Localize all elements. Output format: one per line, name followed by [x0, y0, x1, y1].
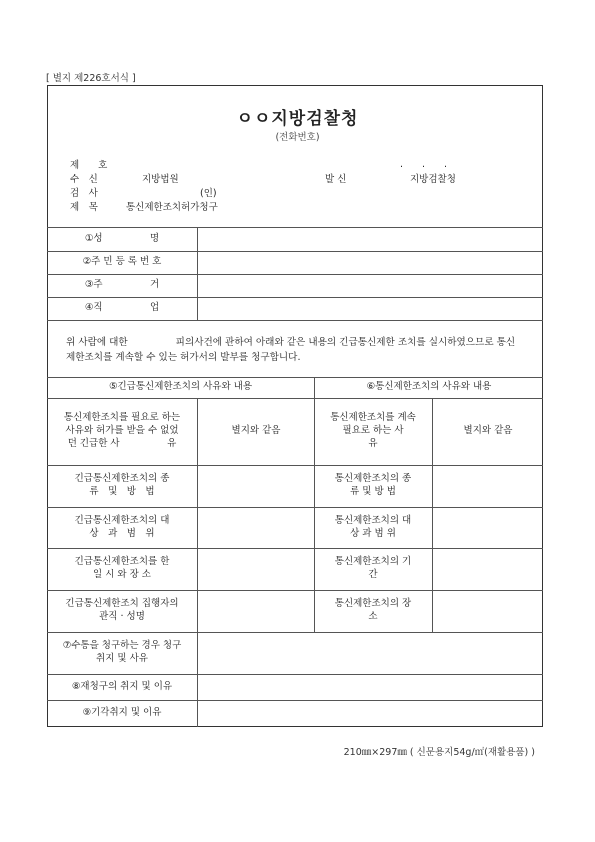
executor-title-name-label: 긴급통신제한조치 집행자의 관직 · 성명: [65, 598, 179, 622]
target-scope-label: 통신제한조치의 대 상 과 범 위: [334, 514, 412, 539]
continuation-reason-field[interactable]: 별지와 같음: [463, 425, 513, 437]
form-number-label: [ 별지 제226호서식 ]: [46, 73, 136, 84]
type-method-field[interactable]: [433, 465, 543, 507]
recipient-value: 지방법원: [142, 174, 179, 185]
re-request-field[interactable]: [198, 674, 543, 700]
sender-label: 발 신: [325, 174, 347, 185]
subject-label: 제 목: [70, 202, 98, 213]
name-label: ①성 명: [84, 232, 160, 244]
address-label: ③주 거: [84, 279, 160, 291]
address-field[interactable]: [198, 274, 543, 297]
location-label: 통신제한조치의 장 소: [334, 598, 450, 622]
paper-size-footer: 210㎜×297㎜ ( 신문용지54g/㎡(재활용품) ): [343, 747, 535, 758]
duration-field[interactable]: [433, 548, 543, 590]
type-method-label: 통신제한조치의 종 류 및 방 법: [334, 473, 412, 497]
occupation-field[interactable]: [198, 297, 543, 320]
executor-title-name-field[interactable]: [198, 590, 314, 632]
urgent-reason-label: 통신제한조치를 필요로 하는 사유와 허가를 받을 수 없었던 긴급한 사 유: [63, 412, 181, 449]
section-5-header: ⑤긴급통신제한조치의 사유와 내용: [108, 381, 253, 393]
document-number-label: 제 호: [70, 160, 108, 171]
date-field[interactable]: . . .: [400, 159, 448, 170]
urgent-target-scope-field[interactable]: [198, 507, 314, 548]
re-request-label: ⑧재청구의 취지 및 이유: [71, 680, 173, 692]
sender-value: 지방검찰청: [410, 174, 456, 185]
occupation-label: ④직 업: [84, 302, 160, 314]
dismissal-label: ⑨기각취지 및 이유: [82, 707, 162, 719]
dismissal-field[interactable]: [198, 700, 543, 727]
location-field[interactable]: [433, 590, 543, 632]
seal-mark: (인): [200, 188, 217, 199]
urgent-reason-field[interactable]: 별지와 같음: [231, 425, 281, 437]
duration-label: 통신제한조치의 기 간: [334, 556, 450, 580]
prosecutor-label: 검 사: [70, 188, 98, 199]
copies-request-label: ⑦수통을 청구하는 경우 청구취지 및 사유: [62, 640, 182, 664]
name-field[interactable]: [198, 227, 543, 251]
urgent-type-method-field[interactable]: [198, 465, 314, 507]
phone-number-label: (전화번호): [275, 132, 320, 143]
resident-number-field[interactable]: [198, 251, 543, 274]
recipient-label: 수 신: [70, 174, 98, 185]
section-6-header: ⑥통신제한조치의 사유와 내용: [366, 381, 492, 393]
target-scope-field[interactable]: [433, 507, 543, 548]
continuation-reason-label: 통신제한조치를 계속 필요로 하는 사 유: [330, 412, 442, 449]
urgent-target-scope-label: 긴급통신제한조치의 대 상 과 범 위: [74, 514, 179, 539]
urgent-type-method-label: 긴급통신제한조치의 종 류 및 방 법: [74, 473, 179, 497]
copies-request-field[interactable]: [198, 632, 543, 674]
urgent-datetime-place-label: 긴급통신제한조치를 한 일 시 와 장 소: [74, 556, 170, 580]
subject-value: 통신제한조치허가청구: [126, 202, 218, 213]
resident-number-label: ②주 민 등 록 번 호: [82, 256, 162, 268]
request-statement: 위 사람에 대한 피의사건에 관하여 아래와 같은 내용의 긴급통신제한 조치를 실시하였으므로 통신제한조치를 계속할 수 있는 허가서의 발부를 청구합니다.: [66, 337, 516, 363]
urgent-datetime-place-field[interactable]: [198, 548, 314, 590]
form-title: ㅇㅇ지방검찰청: [236, 109, 359, 129]
